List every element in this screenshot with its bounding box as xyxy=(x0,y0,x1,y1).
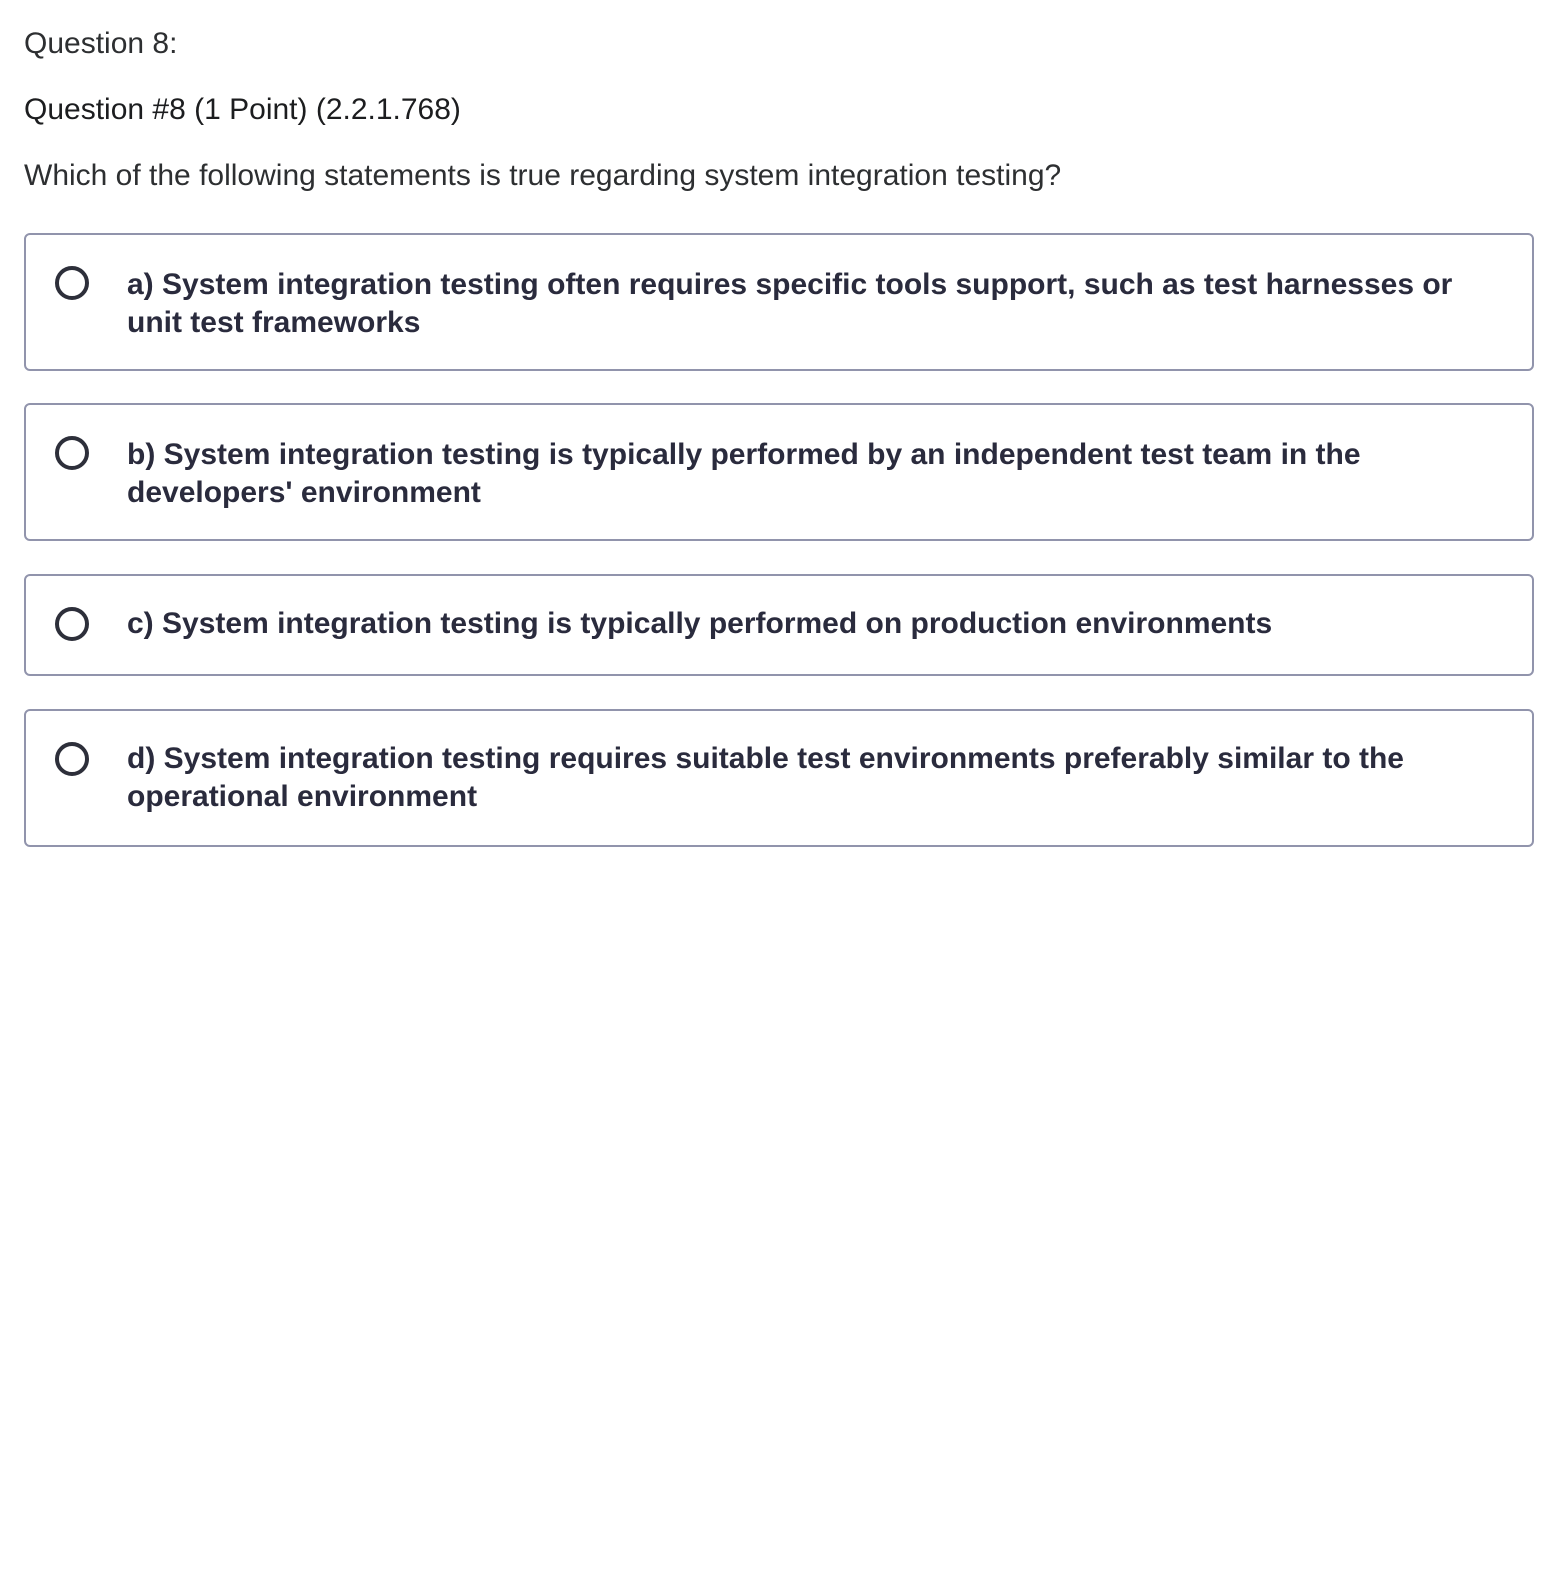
answer-option-b[interactable] xyxy=(24,403,1534,541)
question-number-label: Question 8: xyxy=(24,27,178,60)
question-prompt: Which of the following statements is true regarding system integration testing? xyxy=(24,159,1062,192)
answer-option-text: c) System integration testing is typically performed on production environments xyxy=(127,607,1273,640)
radio-unselected-icon[interactable] xyxy=(55,607,89,641)
answer-option-d[interactable] xyxy=(24,709,1534,847)
radio-unselected-icon[interactable] xyxy=(55,742,89,776)
answer-option-text: a) System integration testing often requires specific tools support, such as test harnesses or unit test frameworks xyxy=(127,268,1453,339)
answer-option-text: d) System integration testing requires suitable test environments preferably similar to the operational environment xyxy=(127,742,1404,813)
answer-option-c[interactable] xyxy=(24,574,1534,676)
radio-unselected-icon[interactable] xyxy=(55,266,89,300)
question-header: Question #8 (1 Point) (2.2.1.768) xyxy=(24,93,461,126)
radio-unselected-icon[interactable] xyxy=(55,436,89,470)
answer-option-a[interactable] xyxy=(24,233,1534,371)
answer-option-text: b) System integration testing is typically performed by an independent test team in the developers' environment xyxy=(127,438,1361,509)
